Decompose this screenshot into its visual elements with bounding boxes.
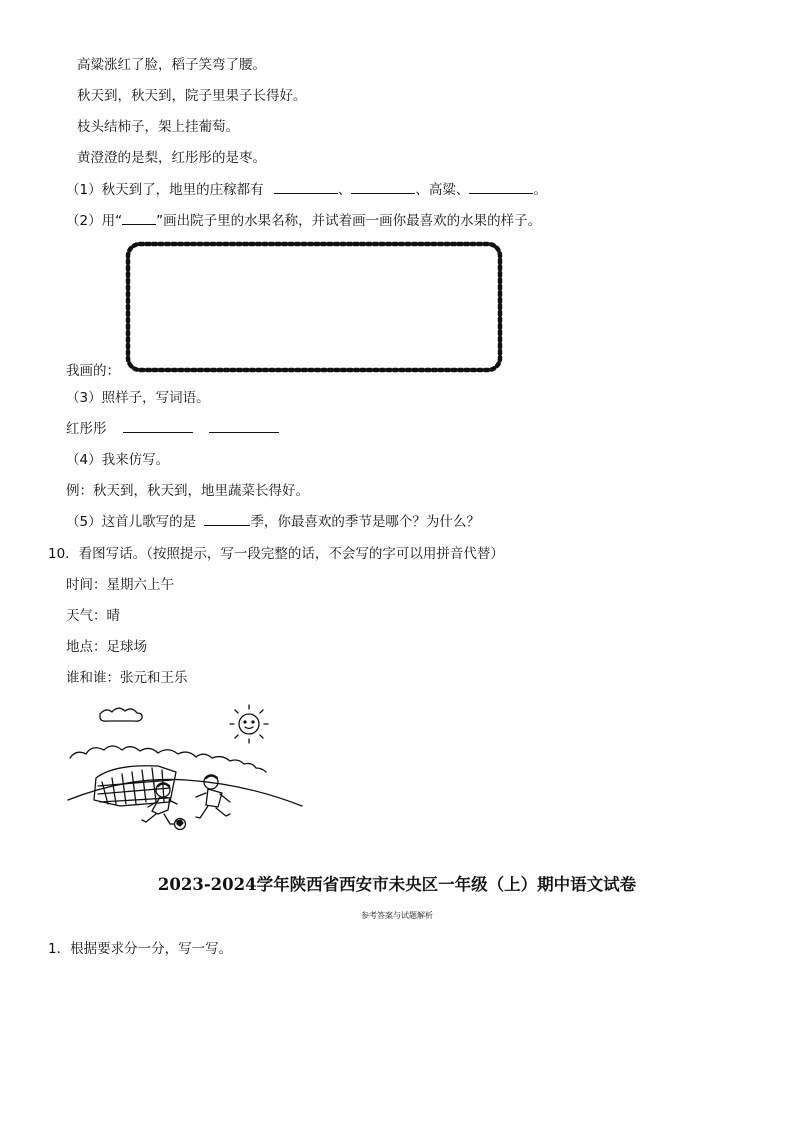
separator: 、 bbox=[337, 182, 352, 198]
answer-blank[interactable] bbox=[209, 420, 279, 433]
poem-line-1: 高粱涨红了脸，稻子笑弯了腰。 bbox=[77, 57, 266, 73]
question-2 bbox=[66, 212, 541, 230]
cloud-band bbox=[70, 746, 266, 772]
drawing-area-dotted-border bbox=[128, 244, 500, 370]
question-1 bbox=[66, 181, 547, 199]
underline-sample bbox=[122, 212, 156, 225]
drawing-area[interactable] bbox=[125, 241, 503, 373]
soccer-ball-icon bbox=[175, 819, 186, 830]
answer-blank[interactable] bbox=[469, 181, 533, 194]
question-2-text-start: （2）用“ bbox=[66, 213, 123, 229]
poem-line-4: 黄澄澄的是梨，红彤彤的是枣。 bbox=[77, 150, 266, 166]
question-10-heading: 10．看图写话。（按照提示，写一段完整的话，不会写的字可以用拼音代替） bbox=[48, 546, 504, 562]
question-2-text-end: ”画出院子里的水果名称，并试着画一画你最喜欢的水果的样子。 bbox=[156, 213, 542, 229]
cloud-icon bbox=[100, 708, 142, 721]
question-5-text-end: 季，你最喜欢的季节是哪个？为什么？ bbox=[250, 514, 480, 530]
poem-line-3: 枝头结柿子，架上挂葡萄。 bbox=[77, 119, 239, 135]
question-1-text: （1）秋天到了，地里的庄稼都有 bbox=[66, 182, 264, 198]
question-3-example bbox=[66, 420, 279, 438]
poem-line-2: 秋天到，秋天到，院子里果子长得好。 bbox=[77, 88, 307, 104]
question-4-example: 例：秋天到，秋天到，地里蔬菜长得好。 bbox=[66, 483, 309, 499]
sun-icon bbox=[230, 705, 268, 743]
question-5-text-start: （5）这首儿歌写的是 bbox=[66, 514, 197, 530]
soccer-illustration bbox=[66, 700, 304, 830]
example-word: 红彤彤 bbox=[66, 421, 107, 437]
answer-question-1: 1．根据要求分一分，写一写。 bbox=[48, 941, 233, 957]
prompt-place: 地点：足球场 bbox=[66, 639, 147, 655]
question-3: （3）照样子，写词语。 bbox=[66, 390, 210, 406]
soccer-goal-net bbox=[94, 766, 176, 806]
answer-blank[interactable] bbox=[351, 181, 415, 194]
prompt-who: 谁和谁：张元和王乐 bbox=[66, 670, 188, 686]
question-5 bbox=[66, 513, 480, 531]
answer-blank[interactable] bbox=[123, 420, 193, 433]
separator: 、高粱、 bbox=[415, 182, 470, 198]
prompt-weather: 天气：晴 bbox=[66, 608, 120, 624]
answer-section-title: 2023-2024学年陕西省西安市未央区一年级（上）期中语文试卷 bbox=[157, 875, 637, 894]
drawing-label: 我画的： bbox=[66, 363, 120, 379]
prompt-time: 时间：星期六上午 bbox=[66, 577, 174, 593]
answer-section-subtitle: 参考答案与试题解析 bbox=[361, 911, 433, 920]
answer-blank[interactable] bbox=[204, 513, 250, 526]
question-4: （4）我来仿写。 bbox=[66, 452, 170, 468]
question-1-end: 。 bbox=[533, 182, 547, 198]
answer-blank[interactable] bbox=[274, 181, 338, 194]
